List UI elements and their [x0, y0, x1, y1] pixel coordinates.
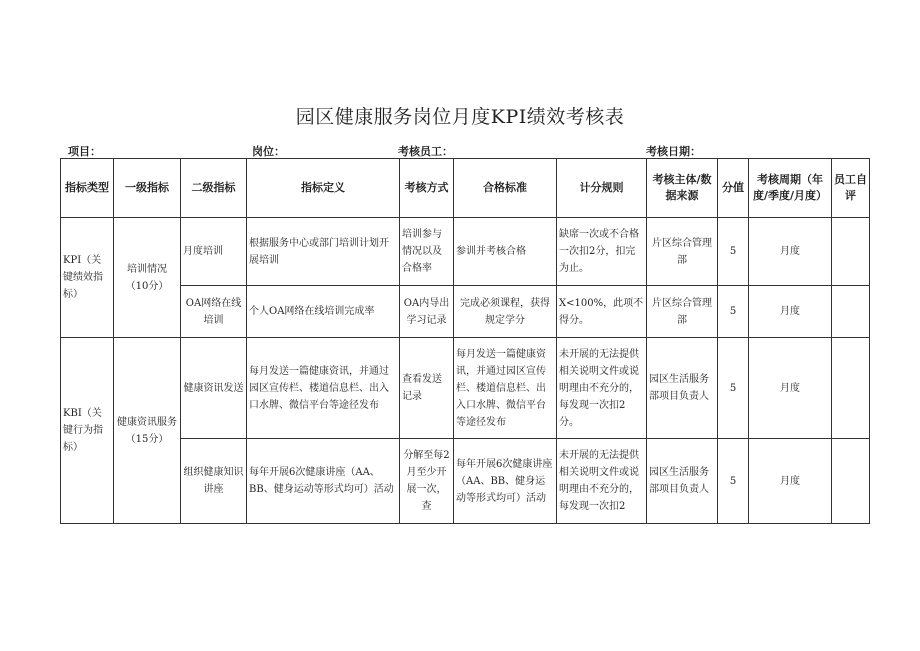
score-cell: 5 — [718, 439, 749, 524]
rule-cell: 未开展的无法提供相关说明文件或说明理由不充分的，每发现一次扣2分。 — [557, 338, 647, 439]
rule-cell: 缺席一次或不合格一次扣2分，扣完为止。 — [557, 218, 647, 286]
header-cell-level2: 二级指标 — [181, 159, 247, 218]
level2-cell: OA网络在线培训 — [181, 286, 247, 338]
header-cell-self-eval: 员工自评 — [832, 159, 870, 218]
header-cell-indicator-type: 指标类型 — [61, 159, 114, 218]
header-cell-source: 考核主体/数据来源 — [647, 159, 718, 218]
source-cell: 园区生活服务部项目负责人 — [647, 439, 718, 524]
header-cell-rule: 计分规则 — [557, 159, 647, 218]
score-cell: 5 — [718, 286, 749, 338]
indicator-type-cell: KPI（关键绩效指标） — [61, 218, 114, 338]
cycle-cell: 月度 — [749, 439, 832, 524]
rule-cell: X<100%，此项不得分。 — [557, 286, 647, 338]
definition-cell: 个人OA网络在线培训完成率 — [247, 286, 400, 338]
header-cell-standard: 合格标准 — [454, 159, 557, 218]
definition-cell: 根据服务中心或部门培训计划开展培训 — [247, 218, 400, 286]
score-cell: 5 — [718, 218, 749, 286]
standard-cell: 每年开展6次健康讲座（AA、BB、健身运动等形式均可）活动 — [454, 439, 557, 524]
level2-cell: 月度培训 — [181, 218, 247, 286]
cycle-cell: 月度 — [749, 218, 832, 286]
table-row — [61, 286, 870, 338]
method-cell: 培训参与情况以及合格率 — [400, 218, 454, 286]
level1-cell: 健康资讯服务（15分） — [114, 338, 181, 524]
self-eval-cell[interactable] — [832, 286, 870, 338]
definition-cell: 每月发送一篇健康资讯，并通过园区宣传栏、楼道信息栏、出入口水牌、微信平台等途径发布 — [247, 338, 400, 439]
header-cell-cycle: 考核周期（年度/季度/月度） — [749, 159, 832, 218]
standard-cell: 参训并考核合格 — [454, 218, 557, 286]
employee-label: 考核员工： — [398, 145, 453, 158]
definition-cell: 每年开展6次健康讲座（AA、BB、健身运动等形式均可）活动 — [247, 439, 400, 524]
source-cell: 片区综合管理部 — [647, 286, 718, 338]
method-cell: OA内导出学习记录 — [400, 286, 454, 338]
position-label: 岗位： — [252, 145, 285, 158]
cycle-cell: 月度 — [749, 338, 832, 439]
source-cell: 园区生活服务部项目负责人 — [647, 338, 718, 439]
standard-cell: 每月发送一篇健康资讯，并通过园区宣传栏、楼道信息栏、出入口水牌、微信平台等途径发布 — [454, 338, 557, 439]
self-eval-cell[interactable] — [832, 218, 870, 286]
page-title: 园区健康服务岗位月度KPI绩效考核表 — [295, 106, 625, 128]
header-cell-method: 考核方式 — [400, 159, 454, 218]
kpi-table — [60, 158, 870, 524]
level2-cell: 组织健康知识讲座 — [181, 439, 247, 524]
table-row — [61, 218, 870, 286]
method-cell: 分解至每2月至少开展一次，查 — [400, 439, 454, 524]
header-cell-definition: 指标定义 — [247, 159, 400, 218]
level2-cell: 健康资讯发送 — [181, 338, 247, 439]
score-cell: 5 — [718, 338, 749, 439]
method-cell: 查看发送记录 — [400, 338, 454, 439]
self-eval-cell[interactable] — [832, 439, 870, 524]
cycle-cell: 月度 — [749, 286, 832, 338]
date-label: 考核日期： — [646, 145, 701, 158]
project-label: 项目： — [68, 145, 101, 158]
table-row — [61, 338, 870, 439]
header-cell-level1: 一级指标 — [114, 159, 181, 218]
standard-cell: 完成必须课程，获得规定学分 — [454, 286, 557, 338]
header-row — [61, 159, 870, 218]
self-eval-cell[interactable] — [832, 338, 870, 439]
source-cell: 片区综合管理部 — [647, 218, 718, 286]
rule-cell: 未开展的无法提供相关说明文件或说明理由不充分的，每发现一次扣2 — [557, 439, 647, 524]
level1-cell: 培训情况（10分） — [114, 218, 181, 338]
header-cell-score: 分值 — [718, 159, 749, 218]
indicator-type-cell: KBI（关键行为指标） — [61, 338, 114, 524]
table-row — [61, 439, 870, 524]
